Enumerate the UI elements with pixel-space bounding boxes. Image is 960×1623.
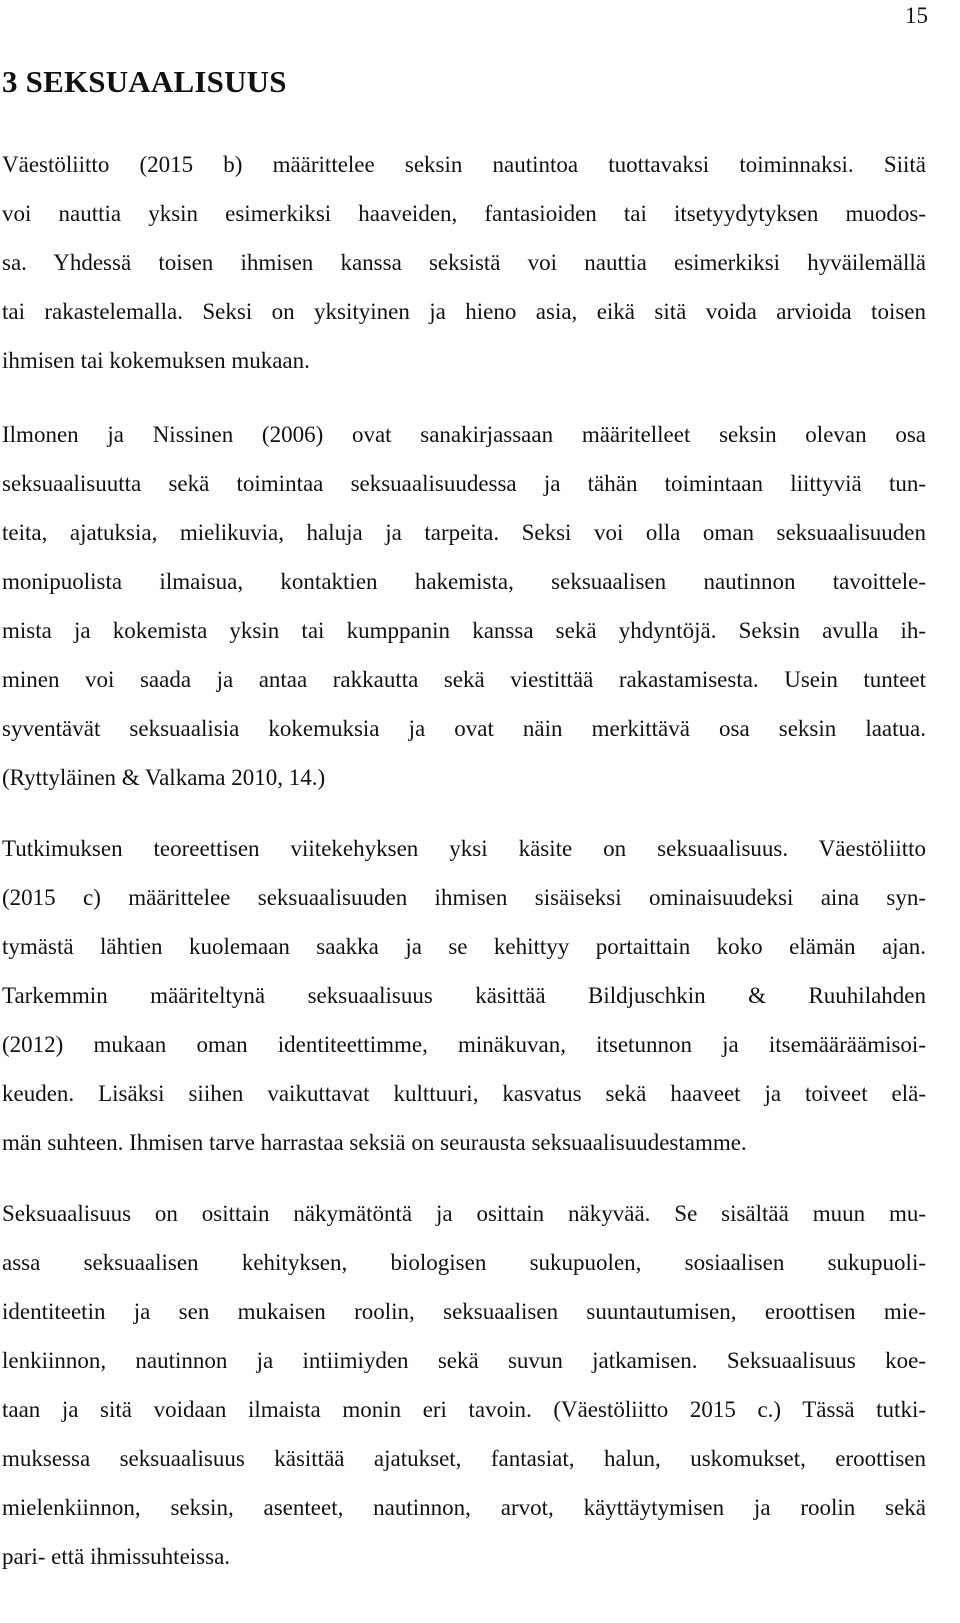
text-line: (2015 c) määrittelee seksuaalisuuden ihmisen sisäiseksi ominaisuudeksi aina syn- [2,885,926,910]
text-line: monipuolista ilmaisua, kontaktien hakemista, seksuaalisen nautinnon tavoittele- [2,569,926,594]
text-line: Tarkemmin määriteltynä seksuaalisuus käsittää Bildjuschkin & Ruuhilahden [2,983,926,1008]
text-line: (Ryttyläinen & Valkama 2010, 14.) [2,765,326,790]
text-line: voi nauttia yksin esimerkiksi haaveiden, fantasioiden tai itsetyydytyksen muodos- [2,201,926,226]
paragraph-theoretical-framework [2,824,926,1167]
text-line: syventävät seksuaalisia kokemuksia ja ovat näin merkittävä osa seksin laatua. [2,716,926,741]
text-line: tymästä lähtien kuolemaan saakka ja se kehittyy portaittain koko elämän ajan. [2,934,926,959]
text-line: identiteetin ja sen mukaisen roolin, seksuaalisen suuntautumisen, eroottisen mie- [2,1299,926,1324]
text-line: män suhteen. Ihmisen tarve harrastaa seksiä on seurausta seksuaalisuudestamme. [2,1130,747,1155]
text-line: pari- että ihmissuhteissa. [2,1544,231,1569]
text-line: Seksuaalisuus on osittain näkymätöntä ja osittain näkyvää. Se sisältää muun mu- [2,1201,926,1226]
text-line: Väestöliitto (2015 b) määrittelee seksin nautintoa tuottavaksi toiminnaksi. Siitä [2,152,926,177]
text-line: tai rakastelemalla. Seksi on yksityinen ja hieno asia, eikä sitä voida arvioida toisen [2,299,926,324]
text-line: Ilmonen ja Nissinen (2006) ovat sanakirjassaan määritelleet seksin olevan osa [2,422,926,447]
paragraph-visible-invisible [2,1189,926,1581]
text-line: minen voi saada ja antaa rakkautta sekä viestittää rakastamisesta. Usein tunteet [2,667,926,692]
text-line: teita, ajatuksia, mielikuvia, haluja ja tarpeita. Seksi voi olla oman seksuaalisuuden [2,520,926,545]
text-line: mielenkiinnon, seksin, asenteet, nautinnon, arvot, käyttäytymisen ja roolin sekä [2,1495,926,1520]
text-line: lenkiinnon, nautinnon ja intiimiyden sekä suvun jatkamisen. Seksuaalisuus koe- [2,1348,926,1373]
chapter-heading: 3 SEKSUAALISUUS [2,64,287,99]
text-line: ihmisen tai kokemuksen mukaan. [2,348,310,373]
text-line: taan ja sitä voidaan ilmaista monin eri tavoin. (Väestöliitto 2015 c.) Tässä tutki- [2,1397,926,1422]
text-line: seksuaalisuutta sekä toimintaa seksuaalisuudessa ja tähän toimintaan liittyviä tun- [2,471,926,496]
text-line: Tutkimuksen teoreettisen viitekehyksen yksi käsite on seksuaalisuus. Väestöliitto [2,836,926,861]
text-line: (2012) mukaan oman identiteettimme, minäkuvan, itsetunnon ja itsemääräämisoi- [2,1032,926,1057]
paragraph-ilmonen-nissinen [2,410,926,802]
paragraph-seksi-definition [2,140,926,385]
page-number: 15 [905,3,928,28]
text-line: keuden. Lisäksi siihen vaikuttavat kulttuuri, kasvatus sekä haaveet ja toiveet elä- [2,1081,926,1106]
text-line: muksessa seksuaalisuus käsittää ajatukset, fantasiat, halun, uskomukset, eroottisen [2,1446,926,1471]
text-line: mista ja kokemista yksin tai kumppanin kanssa sekä yhdyntöjä. Seksin avulla ih- [2,618,926,643]
text-line: sa. Yhdessä toisen ihmisen kanssa seksistä voi nauttia esimerkiksi hyväilemällä [2,250,926,275]
text-line: assa seksuaalisen kehityksen, biologisen sukupuolen, sosiaalisen sukupuoli- [2,1250,926,1275]
